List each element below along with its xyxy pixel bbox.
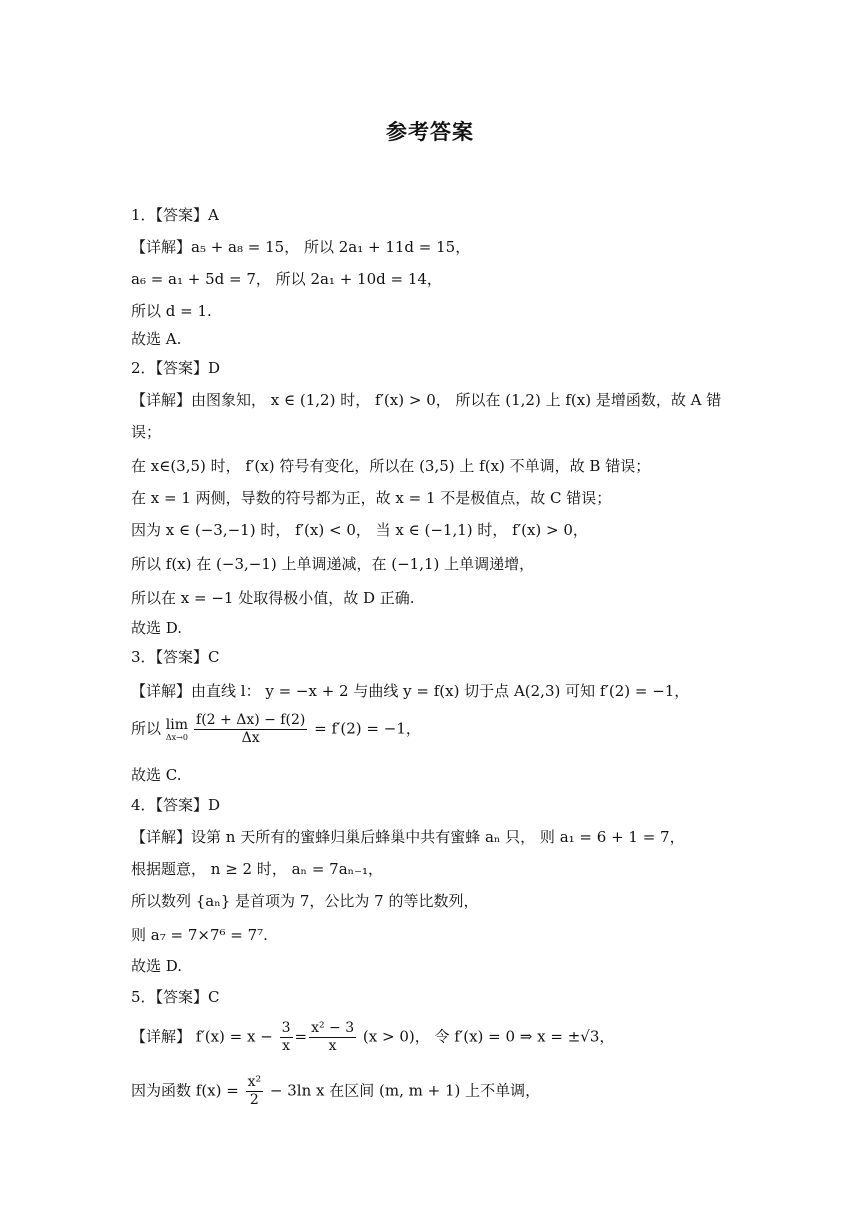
answer-line: 故选 D. xyxy=(131,619,183,637)
q5-function-line: 因为函数 f(x) = $\frac{\text{x²}}{2}$ − 3ln x 在区间 (m, m + 1) 上不单调， xyxy=(131,1074,541,1108)
answer-line: 所以 f(x) 在 (−3,−1) 上单调递减，在 (−1,1) 上单调递增， xyxy=(131,555,535,573)
answer-line: 因为 x ∈ (−3,−1) 时， f′(x) < 0， 当 x ∈ (−1,1) 时， f′(x) > 0， xyxy=(131,521,588,539)
answer-line: 【详解】a₅ + a₈ = 15， 所以 2a₁ + 11d = 15， xyxy=(131,238,471,256)
page-title: 参考答案 xyxy=(386,120,474,144)
answer-line: 5．【答案】C xyxy=(131,988,220,1006)
answer-line: 所以在 x = −1 处取得极小值，故 D 正确. xyxy=(131,589,415,607)
answer-line: 1．【答案】A xyxy=(131,206,219,224)
fraction-x2-over-2: $\frac{\text{x²}}{2}$ xyxy=(247,1074,262,1108)
answer-line: 4．【答案】D xyxy=(131,796,221,814)
answer-line: 根据题意， n ≥ 2 时， aₙ = 7aₙ₋₁， xyxy=(131,860,384,878)
answer-line: 【详解】由直线 l： y = −x + 2 与曲线 y = f(x) 切于点 A(2,3) 可知 f′(2) = −1， xyxy=(131,682,690,700)
difference-quotient: $\frac{f(2 + \Delta x) - f(2)}{\Delta x}$ xyxy=(196,712,306,746)
answer-line: 在 x∈(3,5) 时， f′(x) 符号有变化，所以在 (3,5) 上 f(x) 不单调，故 B 错误； xyxy=(131,457,651,475)
answer-line: 【详解】由图象知， x ∈ (1,2) 时， f′(x) > 0， 所以在 (1,2) 上 f(x) 是增函数，故 A 错 xyxy=(131,391,722,409)
answer-line: 2．【答案】D xyxy=(131,359,221,377)
answer-line: 则 a₇ = 7×7⁶ = 7⁷. xyxy=(131,926,268,944)
q5-derivative-line: 【详解】 f′(x) = x − $\frac{3}{x}$ = $\frac{\text{x² − 3}}{x}$ (x > 0)， 令 f′(x) = 0 ⇒ x = ±√3， xyxy=(131,1020,615,1054)
answer-line: 故选 A. xyxy=(131,330,182,348)
answer-line: 故选 C. xyxy=(131,766,182,784)
answer-line: 3．【答案】C xyxy=(131,648,220,666)
answer-line: 在 x = 1 两侧，导数的符号都为正，故 x = 1 不是极值点，故 C 错误； xyxy=(131,489,612,507)
answer-line: 故选 D. xyxy=(131,957,183,975)
answer-line: 所以 d = 1. xyxy=(131,302,212,320)
answer-line: a₆ = a₁ + 5d = 7， 所以 2a₁ + 10d = 14， xyxy=(131,270,442,288)
answer-line: 【详解】设第 n 天所有的蜜蜂归巢后蜂巢中共有蜜蜂 aₙ 只， 则 a₁ = 6 + 1 = 7， xyxy=(131,828,685,846)
fraction-x2-minus-3-over-x: $\frac{\text{x² − 3}}{x}$ xyxy=(311,1020,355,1054)
limit-expression: lim Δx→0 xyxy=(165,717,189,742)
answer-line: 所以数列 {aₙ} 是首项为 7，公比为 7 的等比数列， xyxy=(131,892,479,910)
q3-limit-line: 所以 lim Δx→0 $\frac{f(2 + \Delta x) - f(2)}{\Delta x}$ = f′(2) = −1， xyxy=(131,712,421,746)
answer-line: 误； xyxy=(131,423,162,441)
fraction-3-over-x: $\frac{3}{x}$ xyxy=(281,1020,291,1054)
